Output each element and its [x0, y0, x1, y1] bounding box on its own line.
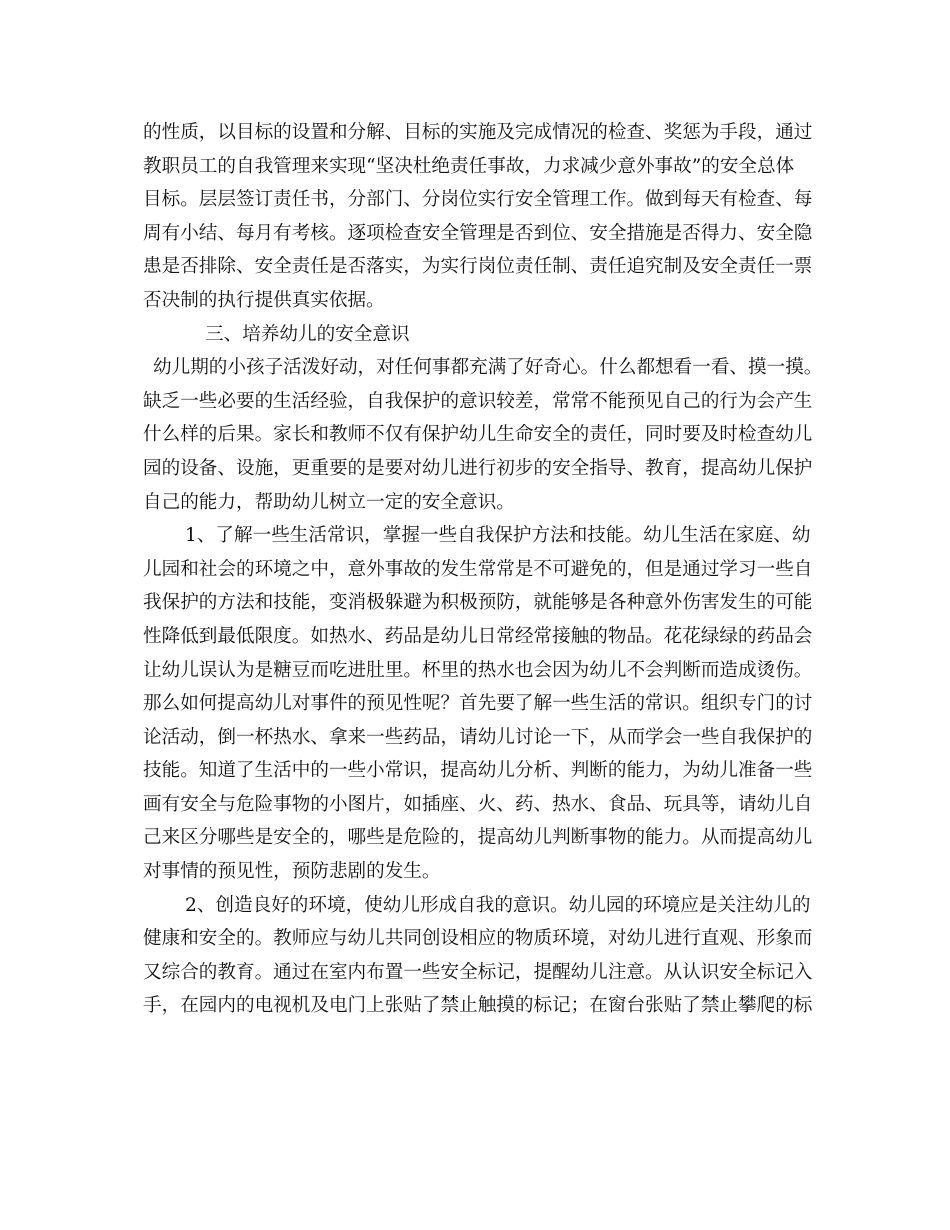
text-line: 论活动，倒一杯热水、拿来一些药品，请幼儿讨论一下，从而学会一些自我保护的 — [143, 726, 813, 748]
text-line: 患是否排除、安全责任是否落实，为实行岗位责任制、责任追究制及安全责任一票 — [143, 256, 813, 278]
text-line: 对事情的预见性，预防悲剧的发生。 — [143, 861, 441, 883]
document-body — [143, 116, 823, 1023]
text-line: 1、了解一些生活常识，掌握一些自我保护方法和技能。幼儿生活在家庭、幼 — [185, 525, 811, 547]
text-line: 画有安全与危险事物的小图片，如插座、火、药、热水、食品、玩具等，请幼儿自 — [143, 793, 813, 815]
text-line: 手，在园内的电视机及电门上张贴了禁止触摸的标记；在窗台张贴了禁止攀爬的标 — [143, 995, 813, 1017]
text-line: 我保护的方法和技能，变消极躲避为积极预防，就能够是各种意外伤害发生的可能 — [143, 592, 813, 614]
text-line: 己来区分哪些是安全的，哪些是危险的，提高幼儿判断事物的能力。从而提高幼儿 — [143, 827, 813, 849]
text-line: 让幼儿误认为是糖豆而吃进肚里。杯里的热水也会因为幼儿不会判断而造成烫伤。 — [143, 659, 813, 681]
text-line: 缺乏一些必要的生活经验，自我保护的意识较差，常常不能预见自己的行为会产生 — [143, 390, 813, 412]
text-line: 的性质，以目标的设置和分解、目标的实施及完成情况的检查、奖惩为手段，通过 — [143, 122, 813, 143]
text-line: 健康和安全的。教师应与幼儿共同创设相应的物质环境，对幼儿进行直观、形象而 — [143, 928, 813, 950]
text-line: 幼儿期的小孩子活泼好动，对任何事都充满了好奇心。什么都想看一看、摸一摸。 — [153, 357, 823, 379]
text-line: 周有小结、每月有考核。逐项检查安全管理是否到位、安全措施是否得力、安全隐 — [143, 222, 813, 244]
text-line: 那么如何提高幼儿对事件的预见性呢？首先要了解一些生活的常识。组织专门的讨 — [143, 693, 813, 715]
text-line: 2、创造良好的环境，使幼儿形成自我的意识。幼儿园的环境应是关注幼儿的 — [185, 894, 811, 916]
text-line: 园的设备、设施，更重要的是要对幼儿进行初步的安全指导、教育，提高幼儿保护 — [143, 457, 813, 479]
text-line: 技能。知道了生活中的一些小常识，提高幼儿分析、判断的能力，为幼儿准备一些 — [143, 760, 813, 782]
text-line: 儿园和社会的环境之中，意外事故的发生常常是不可避免的，但是通过学习一些自 — [143, 558, 813, 580]
text-line: 什么样的后果。家长和教师不仅有保护幼儿生命安全的责任，同时要及时检查幼儿 — [143, 424, 813, 446]
text-line: 目标。层层签订责任书，分部门、分岗位实行安全管理工作。做到每天有检查、每 — [143, 189, 813, 211]
text-line: 又综合的教育。通过在室内布置一些安全标记，提醒幼儿注意。从认识安全标记入 — [143, 961, 813, 983]
text-line: 教职员工的自我管理来实现“坚决杜绝责任事故，力求减少意外事故”的安全总体 — [143, 155, 795, 177]
text-line: 否决制的执行提供真实依据。 — [143, 289, 385, 311]
text-line: 性降低到最低限度。如热水、药品是幼儿日常经常接触的物品。花花绿绿的药品会 — [143, 625, 813, 647]
section-heading: 三、培养幼儿的安全意识 — [205, 323, 410, 345]
text-line: 自己的能力，帮助幼儿树立一定的安全意识。 — [143, 491, 515, 513]
